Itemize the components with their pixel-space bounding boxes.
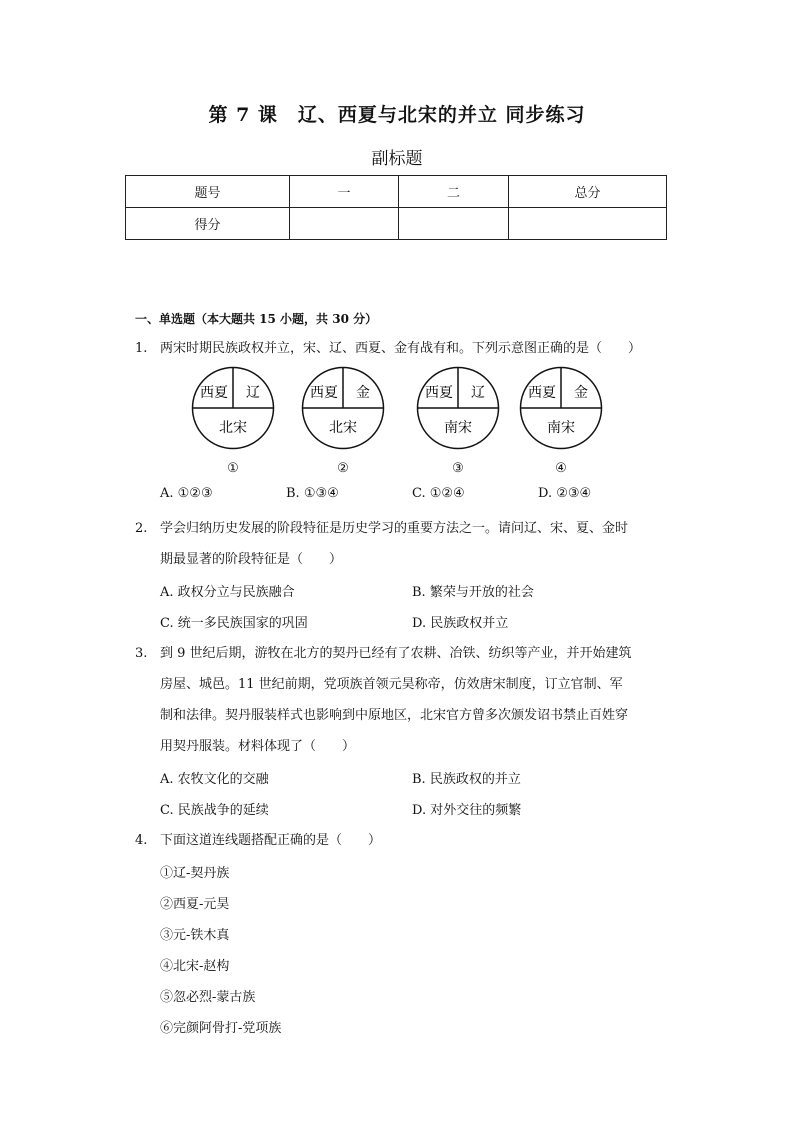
score-header-part2: 二 bbox=[399, 176, 509, 208]
question-stem-line-1: 到 9 世纪后期，游牧在北方的契丹已经有了农耕、冶铁、纺织等产业，并开始建筑 bbox=[160, 646, 632, 661]
diagram-3-bottom: 南宋 bbox=[444, 420, 472, 436]
diagram-1 bbox=[191, 366, 275, 450]
q4-item-3: ③元-铁木真 bbox=[160, 928, 230, 943]
question-stem: 两宋时期民族政权并立，宋、辽、西夏、金有战有和。下列示意图正确的是（ ） bbox=[160, 341, 642, 356]
score-row-label: 得分 bbox=[126, 208, 290, 240]
score-cell-total bbox=[509, 208, 667, 240]
diagram-1-top-left: 西夏 bbox=[200, 385, 228, 401]
q2-option-a: A. 政权分立与民族融合 bbox=[160, 585, 295, 600]
score-cell-part1 bbox=[290, 208, 399, 240]
question-number: 3. bbox=[135, 646, 148, 661]
score-cell-part2 bbox=[399, 208, 509, 240]
diagram-3-top-left: 西夏 bbox=[425, 385, 453, 401]
question-stem-line-4: 用契丹服装。材料体现了（ ） bbox=[160, 739, 356, 754]
question-stem: 下面这道连线题搭配正确的是（ ） bbox=[160, 833, 382, 848]
diagram-4-bottom: 南宋 bbox=[547, 420, 575, 436]
q3-option-c: C. 民族战争的延续 bbox=[160, 803, 269, 818]
section-title: 一、单选题（本大题共 15 小题，共 30 分） bbox=[135, 312, 378, 326]
score-header-part1: 一 bbox=[290, 176, 399, 208]
question-stem-line-2: 房屋、城邑。11 世纪前期，党项族首领元昊称帝，仿效唐宋制度，订立官制、军 bbox=[160, 677, 623, 692]
diagram-2 bbox=[301, 366, 385, 450]
question-stem-line-2: 期最显著的阶段特征是（ ） bbox=[160, 552, 343, 567]
q1-option-b: B. ①③④ bbox=[286, 486, 339, 501]
diagram-1-label: ① bbox=[227, 461, 239, 476]
diagram-1-bottom: 北宋 bbox=[219, 420, 247, 436]
diagram-4-label: ④ bbox=[555, 461, 567, 476]
diagram-1-top-right: 辽 bbox=[246, 385, 260, 401]
q3-option-d: D. 对外交往的频繁 bbox=[412, 803, 522, 818]
q2-option-b: B. 繁荣与开放的社会 bbox=[412, 585, 534, 600]
score-table-score-row bbox=[126, 208, 667, 240]
question-stem-line-3: 制和法律。契丹服装样式也影响到中原地区，北宋官方曾多次颁发诏书禁止百姓穿 bbox=[160, 708, 629, 723]
diagram-4 bbox=[519, 366, 603, 450]
question-number: 4. bbox=[135, 833, 148, 848]
question-stem-line-1: 学会归纳历史发展的阶段特征是历史学习的重要方法之一。请问辽、宋、夏、金时 bbox=[160, 521, 629, 536]
score-table-header-row bbox=[126, 176, 667, 208]
diagram-2-label: ② bbox=[337, 461, 349, 476]
q2-option-d: D. 民族政权并立 bbox=[412, 616, 509, 631]
question-number: 1. bbox=[135, 341, 148, 356]
diagram-3-top-right: 辽 bbox=[471, 385, 485, 401]
diagram-2-top-left: 西夏 bbox=[310, 385, 338, 401]
page-title: 第 7 课 辽、西夏与北宋的并立 同步练习 bbox=[208, 104, 586, 126]
score-header-label: 题号 bbox=[126, 176, 290, 208]
score-table bbox=[125, 175, 667, 240]
q4-item-2: ②西夏-元昊 bbox=[160, 897, 230, 912]
question-number: 2. bbox=[135, 521, 148, 536]
q4-item-6: ⑥完颜阿骨打-党项族 bbox=[160, 1021, 282, 1036]
diagram-3 bbox=[416, 366, 500, 450]
q1-option-d: D. ②③④ bbox=[538, 486, 592, 501]
q2-option-c: C. 统一多民族国家的巩固 bbox=[160, 616, 308, 631]
q4-item-1: ①辽-契丹族 bbox=[160, 866, 230, 881]
q4-item-4: ④北宋-赵构 bbox=[160, 959, 230, 974]
diagram-2-bottom: 北宋 bbox=[329, 420, 357, 436]
q3-option-b: B. 民族政权的并立 bbox=[412, 772, 521, 787]
q3-option-a: A. 农牧文化的交融 bbox=[160, 772, 269, 787]
q1-option-c: C. ①②④ bbox=[412, 486, 465, 501]
diagram-3-label: ③ bbox=[452, 461, 464, 476]
q1-option-a: A. ①②③ bbox=[160, 486, 213, 501]
diagram-2-top-right: 金 bbox=[356, 385, 370, 401]
diagram-4-top-right: 金 bbox=[574, 385, 588, 401]
q4-item-5: ⑤忽必烈-蒙古族 bbox=[160, 990, 256, 1005]
diagram-4-top-left: 西夏 bbox=[528, 385, 556, 401]
score-header-total: 总分 bbox=[509, 176, 667, 208]
page-subtitle: 副标题 bbox=[371, 149, 423, 169]
